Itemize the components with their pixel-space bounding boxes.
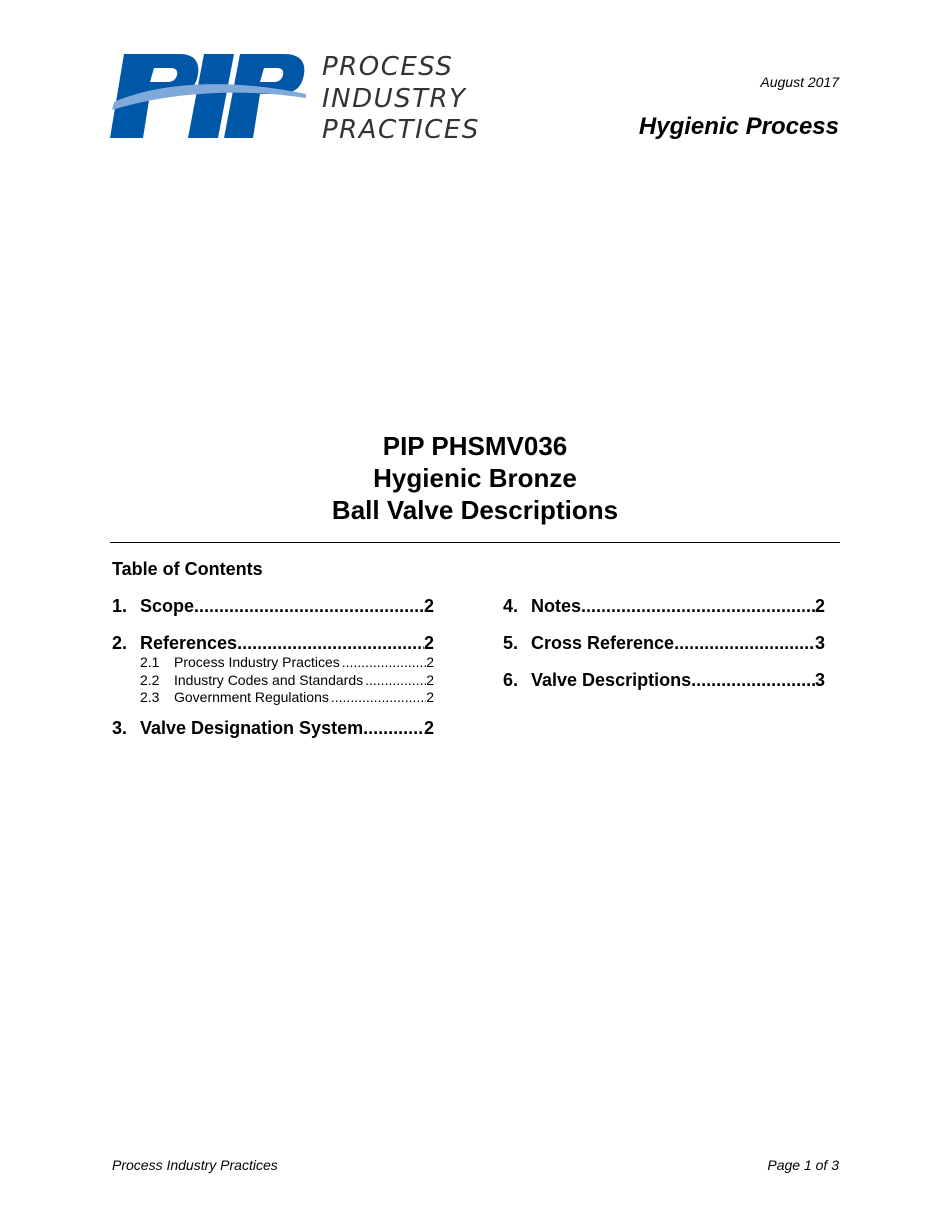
toc-entry-page: 2 [423, 717, 434, 738]
toc-leader [331, 689, 426, 707]
logo-wordmark [322, 52, 480, 147]
toc-entry-title: Valve Descriptions [531, 670, 692, 690]
toc-entry-title: References [140, 633, 238, 653]
toc-leader [363, 717, 424, 739]
title-divider [110, 542, 840, 543]
pip-logo-icon [110, 52, 310, 142]
logo-line-1: PROCESS [322, 52, 454, 82]
toc-subentry-title: Government Regulations [174, 689, 329, 705]
toc-entry-page: 2 [423, 633, 434, 653]
toc-leader [237, 632, 424, 654]
toc-subentry-government-regulations[interactable] [112, 689, 434, 707]
toc-leader [691, 669, 815, 691]
toc-entry-title: Notes [531, 596, 582, 616]
toc-entry-page: 3 [814, 670, 825, 690]
toc-subentry-title: Process Industry Practices [174, 654, 340, 670]
toc-leader [581, 595, 815, 617]
toc-entry-number: 6. [503, 670, 519, 690]
logo-line-2: INDUSTRY [322, 83, 467, 114]
toc-left-column [112, 595, 434, 739]
toc-entry-title: Cross Reference [531, 633, 675, 653]
toc-leader [674, 632, 815, 654]
toc-entry-number: 5. [503, 633, 519, 653]
toc-subentry-page: 2 [426, 654, 434, 670]
toc-entry-title: Scope [140, 596, 195, 616]
footer-organization: Process Industry Practices [112, 1157, 278, 1173]
toc-entry-references[interactable] [112, 632, 434, 654]
toc-entry-number: 4. [503, 596, 519, 616]
toc-entry-page: 3 [814, 633, 825, 653]
toc-subentry-number: 2.1 [140, 654, 160, 670]
toc-subentry-industry-codes[interactable] [112, 672, 434, 690]
toc-entry-page: 2 [814, 596, 825, 616]
toc-leader [342, 654, 426, 672]
document-date: August 2017 [760, 74, 839, 90]
toc-entry-number: 3. [112, 717, 128, 738]
toc-heading: Table of Contents [112, 559, 263, 579]
document-title [0, 430, 950, 526]
toc-entry-notes[interactable] [503, 595, 825, 617]
toc-entry-valve-designation-system[interactable] [112, 717, 434, 739]
toc-subentry-number: 2.2 [140, 671, 160, 688]
toc-entry-valve-descriptions[interactable] [503, 669, 825, 691]
toc-subentry-title: Industry Codes and Standards [174, 671, 364, 688]
toc-entry-scope[interactable] [112, 595, 434, 617]
toc-entry-page: 2 [423, 596, 434, 616]
toc-entry-number: 2. [112, 633, 128, 653]
title-line-1: PIP PHSMV036 [382, 431, 568, 461]
toc-right-column [503, 595, 825, 691]
toc-leader [194, 595, 424, 617]
pip-logo [110, 52, 480, 145]
toc-subentry-process-industry-practices[interactable] [112, 654, 434, 672]
toc-entry-title: Valve Designation System [140, 717, 364, 738]
title-line-2: Hygienic Bronze [373, 463, 577, 493]
toc-subentry-page: 2 [426, 689, 434, 705]
toc-leader [365, 672, 426, 690]
toc-entry-cross-reference[interactable] [503, 632, 825, 654]
document-category: Hygienic Process [638, 113, 839, 140]
footer-page-number: Page 1 of 3 [767, 1157, 839, 1173]
toc-subentry-number: 2.3 [140, 689, 160, 705]
toc-entry-number: 1. [112, 596, 128, 616]
title-line-3: Ball Valve Descriptions [331, 495, 619, 525]
toc-subentry-page: 2 [426, 671, 434, 688]
logo-line-3: PRACTICES [322, 115, 480, 145]
